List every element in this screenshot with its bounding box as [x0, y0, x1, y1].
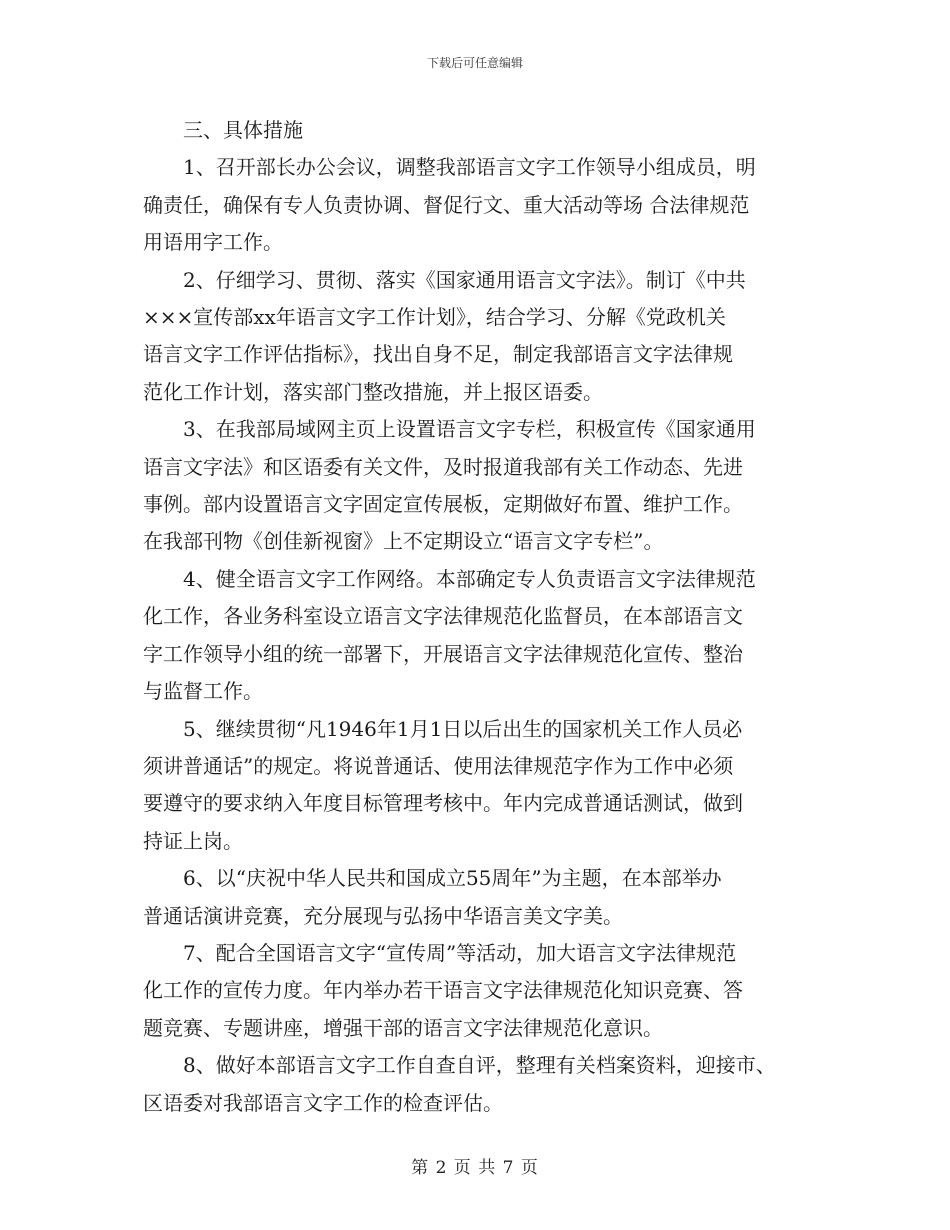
paragraph-line: 2、仔细学习、贯彻、落实《国家通用语言文字法》。制订《中共 — [183, 267, 746, 292]
paragraph-line: 化工作，各业务科室设立语言文字法律规范化监督员，在本部语言文 — [143, 604, 743, 629]
paragraph-list — [143, 149, 813, 1122]
paragraph-line: 7、配合全国语言文字“宣传周”等活动，加大语言文字法律规范 — [183, 940, 737, 965]
paragraph-line: 题竞赛、专题讲座，增强干部的语言文字法律规范化意识。 — [143, 1015, 663, 1040]
paragraph-line: 普通话演讲竞赛，充分展现与弘扬中华语言美文字美。 — [143, 903, 623, 928]
paragraph-item-5 — [143, 711, 813, 861]
paragraph-item-3 — [143, 411, 813, 561]
heading-line: 三、具体措施 — [183, 118, 303, 142]
paragraph-line: 在我部刊物《创佳新视窗》上不定期设立“语言文字专栏”。 — [143, 529, 664, 554]
paragraph-item-8 — [143, 1047, 813, 1122]
paragraph-line: 语言文字法》和区语委有关文件，及时报道我部有关工作动态、先进 — [143, 454, 743, 479]
paragraph-line: 语言文字工作评估指标》，找出自身不足，制定我部语言文字法律规 — [143, 342, 733, 367]
paragraph-line: 区语委对我部语言文字工作的检查评估。 — [143, 1090, 503, 1115]
document-body — [143, 112, 813, 1122]
paragraph-line: 字工作领导小组的统一部署下，开展语言文字法律规范化宣传、整治 — [143, 641, 743, 666]
paragraph-line: 化工作的宣传力度。年内举办若干语言文字法律规范化知识竞赛、答 — [143, 978, 743, 1003]
page-number-footer: 第 2 页 共 7 页 — [411, 1158, 539, 1178]
paragraph-item-4 — [143, 561, 813, 711]
paragraph-item-2 — [143, 262, 813, 412]
paragraph-line: 与监督工作。 — [143, 679, 263, 704]
section-heading — [143, 112, 813, 149]
paragraph-line: 用语用字工作。 — [143, 230, 283, 255]
paragraph-line: 3、在我部局域网主页上设置语言文字专栏，积极宣传《国家通用 — [183, 417, 756, 442]
paragraph-item-6 — [143, 860, 813, 935]
paragraph-line: ×××宣传部xx年语言文字工作计划》，结合学习、分解《党政机关 — [143, 305, 726, 330]
paragraph-line: 须讲普通话”的规定。将说普通话、使用法律规范字作为工作中必须 — [143, 753, 734, 778]
paragraph-line: 6、以“庆祝中华人民共和国成立55周年”为主题，在本部举办 — [183, 866, 722, 891]
paragraph-line: 确责任，确保有专人负责协调、督促行文、重大活动等场 合法律规范 — [143, 192, 750, 217]
paragraph-item-1 — [143, 149, 813, 261]
paragraph-line: 事例。部内设置语言文字固定宣传展板，定期做好布置、维护工作。 — [143, 492, 743, 517]
paragraph-line: 要遵守的要求纳入年度目标管理考核中。年内完成普通话测试，做到 — [143, 791, 743, 816]
paragraph-line: 5、继续贯彻“凡1946年1月1日以后出生的国家机关工作人员必 — [183, 716, 743, 741]
paragraph-item-7 — [143, 935, 813, 1047]
paragraph-line: 范化工作计划，落实部门整改措施，并上报区语委。 — [143, 379, 603, 404]
page-header: 下载后可任意编辑 — [426, 56, 523, 70]
paragraph-line: 4、健全语言文字工作网络。本部确定专人负责语言文字法律规范 — [183, 566, 756, 591]
paragraph-line: 持证上岗。 — [143, 828, 243, 853]
paragraph-line: 1、召开部长办公会议，调整我部语言文字工作领导小组成员，明 — [183, 155, 756, 180]
paragraph-line: 8、做好本部语言文字工作自查自评，整理有关档案资料，迎接市、 — [183, 1053, 776, 1078]
